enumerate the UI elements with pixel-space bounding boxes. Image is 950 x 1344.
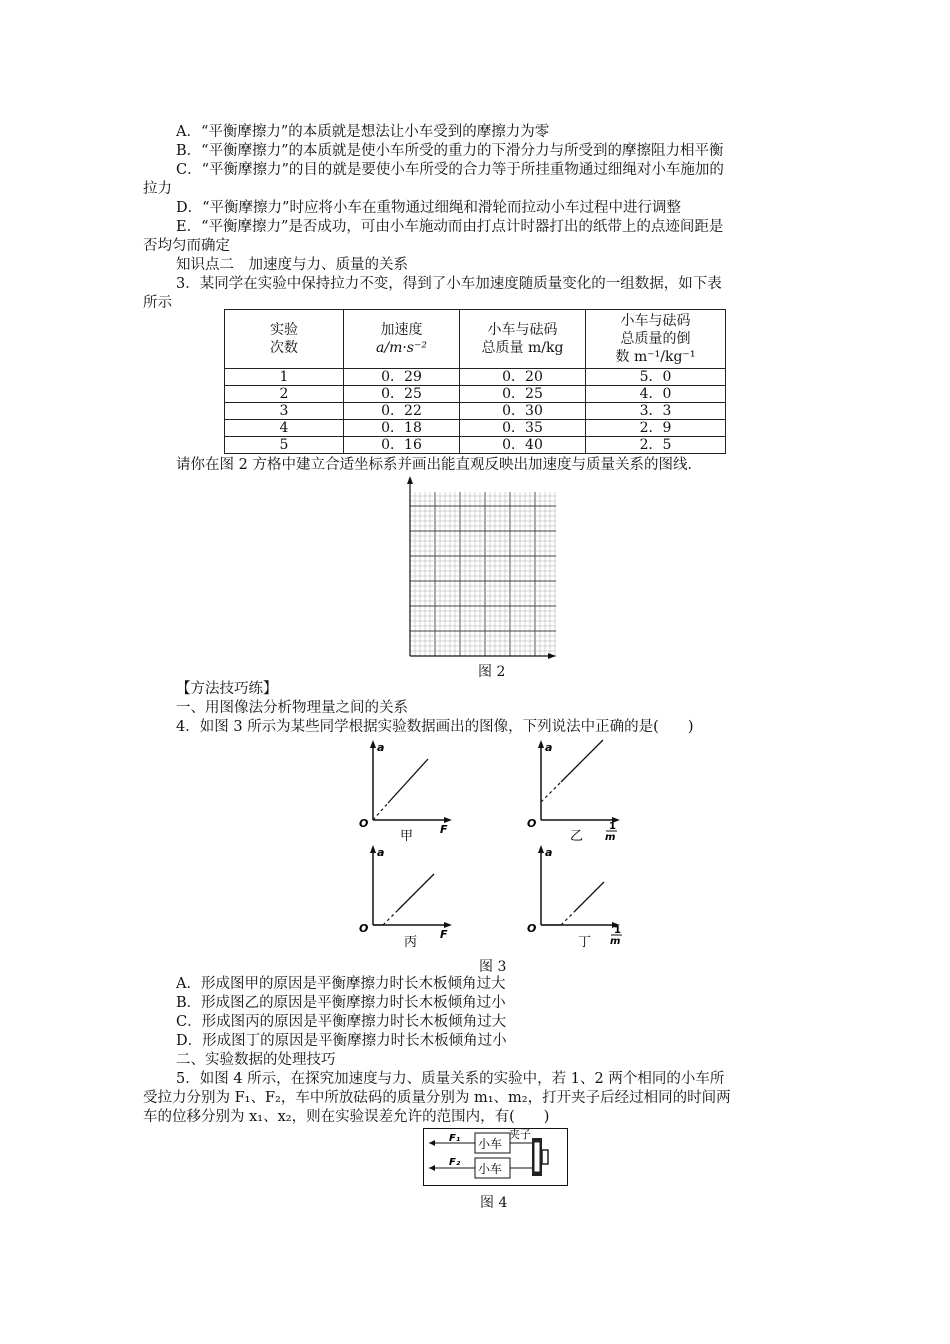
axis-label-a: a [545, 741, 553, 754]
axis-label-a: a [377, 741, 385, 754]
clip-handle [542, 1150, 548, 1164]
origin-label: O [359, 922, 369, 935]
option-d-q2: D．“平衡摩擦力”时应将小车在重物通过细绳和滑轮而拉动小车过程中进行调整 [176, 200, 681, 216]
axis-label-F: F [440, 823, 448, 836]
graph-bing [358, 845, 468, 950]
table-row [225, 386, 726, 403]
clip-label: 夹子 [509, 1128, 531, 1141]
y-axis-arrow-icon [407, 476, 413, 484]
axis-label-inv-m-num: 1 [614, 925, 621, 936]
option-a-q2: A．“平衡摩擦力”的本质就是想法让小车受到的摩擦力为零 [176, 124, 550, 140]
axis-label-inv-m-num: 1 [609, 821, 616, 832]
table-cell: 0．25 [344, 386, 460, 403]
option-c-q4: C．形成图丙的原因是平衡摩擦力时长木板倾角过大 [176, 1014, 507, 1030]
table-cell: 0．22 [344, 403, 460, 420]
section-heading: 知识点二 加速度与力、质量的关系 [176, 257, 408, 273]
figure-4-caption: 图 4 [480, 1195, 508, 1211]
force-label-f2: F₂ [449, 1157, 461, 1168]
table-cell: 2 [225, 386, 344, 403]
table-cell: 4．0 [586, 386, 726, 403]
arrow-icon [538, 740, 544, 748]
table-row [225, 437, 726, 454]
question-5-text-cont2: 车的位移分别为 x₁、x₂，则在实验误差允许的范围内，有( ) [143, 1109, 550, 1125]
table-cell: 0．25 [460, 386, 586, 403]
graph-line [574, 882, 604, 912]
force-label-f1: F₁ [449, 1133, 461, 1144]
origin-label: O [527, 817, 537, 830]
table-cell: 0．35 [460, 420, 586, 437]
arrow-icon [370, 740, 376, 748]
option-e-q2-cont: 否均匀而确定 [143, 238, 230, 254]
question-5-text-cont1: 受拉力分别为 F₁、F₂，车中所放砝码的质量分别为 m₁、m₂，打开夹子后经过相同的时间两 [143, 1090, 731, 1106]
table-cell: 3 [225, 403, 344, 420]
graph-line-dashed [373, 803, 388, 820]
table-cell: 5 [225, 437, 344, 454]
question-3-text: 3．某同学在实验中保持拉力不变，得到了小车加速度随质量变化的一组数据，如下表 [176, 276, 722, 292]
data-table [224, 309, 726, 454]
figure-3-caption: 图 3 [479, 959, 507, 975]
option-b-q4: B．形成图乙的原因是平衡摩擦力时长木板倾角过小 [176, 995, 506, 1011]
arrow-left-icon [429, 1165, 435, 1171]
table-cell: 0．29 [344, 369, 460, 386]
car-2-label: 小车 [478, 1162, 503, 1176]
table-header-cell: 加速度 a/m·s⁻² [344, 310, 460, 369]
table-cell: 0．40 [460, 437, 586, 454]
graph-line-dashed [561, 912, 574, 925]
graph-yi [526, 740, 636, 845]
arrow-left-icon [429, 1140, 435, 1146]
graph-jia [358, 740, 468, 845]
table-cell: 0．18 [344, 420, 460, 437]
graph-line-dashed [383, 910, 398, 925]
table-header-cell: 小车与砝码 总质量 m/kg [460, 310, 586, 369]
table-cell: 1 [225, 369, 344, 386]
origin-label: O [527, 922, 537, 935]
question-4-text: 4．如图 3 所示为某些同学根据实验数据画出的图像，下列说法中正确的是( ) [176, 719, 694, 735]
graph-line-dashed [541, 782, 561, 802]
graph-label-jia: 甲 [400, 829, 414, 844]
arrow-icon [370, 845, 376, 853]
table-cell: 2．5 [586, 437, 726, 454]
clip-inner [534, 1142, 540, 1172]
table-cell: 4 [225, 420, 344, 437]
option-d-q4: D．形成图丁的原因是平衡摩擦力时长木板倾角过小 [176, 1033, 507, 1049]
table-row [225, 403, 726, 420]
table-cell: 3．3 [586, 403, 726, 420]
graph-ding [526, 845, 636, 950]
table-header-cell: 小车与砝码 总质量的倒 数 m⁻¹/kg⁻¹ [586, 310, 726, 369]
car-1-label: 小车 [478, 1137, 503, 1151]
graph-line [398, 874, 434, 910]
table-row [225, 369, 726, 386]
figure-4-diagram [423, 1128, 568, 1186]
option-e-q2: E．“平衡摩擦力”是否成功，可由小车施动而由打点计时器打出的纸带上的点迹间距是 [176, 219, 724, 235]
table-cell: 0．16 [344, 437, 460, 454]
method-2-heading: 二、实验数据的处理技巧 [176, 1052, 336, 1068]
option-b-q2: B．“平衡摩擦力”的本质就是使小车所受的重力的下滑分力与所受到的摩擦阻力相平衡 [176, 143, 724, 159]
axis-label-a: a [545, 846, 553, 859]
table-header-cell: 实验 次数 [225, 310, 344, 369]
table-cell: 0．30 [460, 403, 586, 420]
graph-line [388, 759, 428, 803]
question-3-instruction: 请你在图 2 方格中建立合适坐标系并画出能直观反映出加速度与质量关系的图线． [176, 457, 702, 473]
figure-2-caption: 图 2 [478, 664, 506, 680]
axis-label-inv-m-den: m [610, 936, 621, 947]
question-5-text: 5．如图 4 所示，在探究加速度与力、质量关系的实验中，若 1、2 两个相同的小车所 [176, 1071, 725, 1087]
graph-label-ding: 丁 [578, 935, 592, 950]
method-1-heading: 一、用图像法分析物理量之间的关系 [176, 700, 408, 716]
option-c-q2-cont: 拉力 [143, 181, 172, 197]
table-cell: 0．20 [460, 369, 586, 386]
table-row [225, 420, 726, 437]
table-header-row [225, 310, 726, 369]
table-cell: 5．0 [586, 369, 726, 386]
arrow-icon [538, 845, 544, 853]
graph-line [561, 740, 603, 782]
question-3-text-cont: 所示 [143, 295, 172, 311]
graph-label-yi: 乙 [570, 829, 584, 844]
option-a-q4: A．形成图甲的原因是平衡摩擦力时长木板倾角过大 [176, 976, 506, 992]
grid-lines [410, 492, 556, 656]
origin-label: O [359, 817, 369, 830]
axis-label-a: a [377, 846, 385, 859]
figure-2-grid [398, 476, 558, 660]
method-heading: 【方法技巧练】 [176, 681, 278, 697]
option-c-q2: C．“平衡摩擦力”的目的就是要使小车所受的合力等于所挂重物通过细绳对小车施加的 [176, 162, 724, 178]
axis-label-F: F [440, 928, 448, 941]
axis-label-inv-m-den: m [605, 832, 616, 843]
graph-label-bing: 丙 [404, 935, 418, 950]
table-cell: 2．9 [586, 420, 726, 437]
